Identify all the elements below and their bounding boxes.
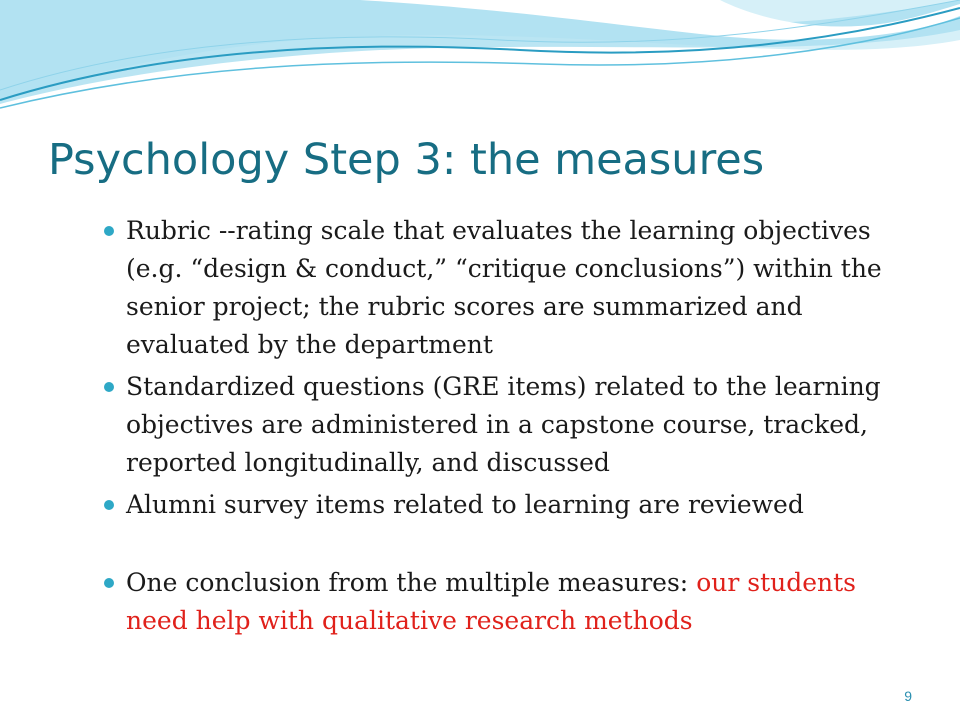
bullet-rubric xyxy=(104,212,924,364)
bullet-text: One conclusion from the multiple measures: xyxy=(126,568,697,597)
bullet-dot-icon xyxy=(104,382,114,392)
slide-title: Psychology Step 3: the measures xyxy=(48,135,765,185)
page-number: 9 xyxy=(904,688,912,704)
bullet-alumni-survey xyxy=(104,486,924,524)
bullet-dot-icon xyxy=(104,226,114,236)
header-wave-decoration xyxy=(0,0,960,120)
bullet-text: Alumni survey items related to learning are reviewed xyxy=(126,490,804,519)
bullet-dot-icon xyxy=(104,578,114,588)
bullet-standardized-questions xyxy=(104,368,924,482)
bullet-list xyxy=(104,212,924,644)
bullet-conclusion xyxy=(104,564,924,640)
conclusion-highlight: our students need help with qualitative research methods xyxy=(126,568,856,635)
bullet-text: Standardized questions (GRE items) related to the learning objectives are administered in a capstone course, tracked, reported longitudinally, and discussed xyxy=(126,372,881,477)
bullet-dot-icon xyxy=(104,500,114,510)
bullet-text: Rubric --rating scale that evaluates the learning objectives (e.g. “design & conduct,” “critique conclusions”) within the senior project; the rubric scores are summarized and evaluated by the department xyxy=(126,216,882,359)
